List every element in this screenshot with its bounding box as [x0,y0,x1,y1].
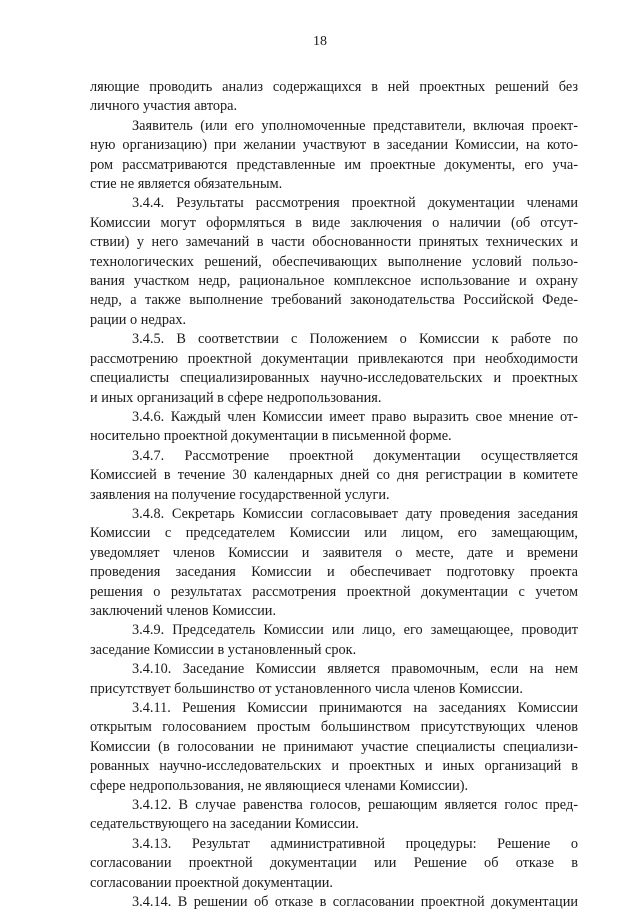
text-line: согласовании проектной документации. [90,874,334,891]
text-line: 3.4.6. Каждый член Комиссии имеет право выразить свое мнение от- [132,408,578,425]
text-line: 3.4.7. Рассмотрение проектной документации осуществляется [132,447,578,464]
text-line: Комиссии (в голосовании не принимают участие специалисты специализи- [90,738,578,755]
text-line: Комиссии с председателем Комиссии или лицом, его замещающим, [90,525,578,542]
text-line: открытым голосованием простым большинством присутствующих членов [90,719,578,736]
text-line: ную организацию) при желании участвуют в заседании Комиссии, на кото- [90,137,578,154]
text-line: личного участия автора. [90,98,238,115]
text-line: специалисты специализированных научно-исследовательских и проектных [90,370,578,387]
text-line: рассмотрению проектной документации привлекаются при необходимости [90,350,578,367]
text-line: 3.4.4. Результаты рассмотрения проектной документации членами [132,195,578,212]
text-line: присутствует большинство от установленного числа членов Комиссии. [90,680,523,697]
text-line: Заявитель (или его уполномоченные представители, включая проект- [132,117,578,134]
text-line: согласовании проектной документации или Решение об отказе в [90,855,578,872]
text-line: уведомляет членов Комиссии и заявителя о месте, дате и времени [90,544,578,561]
text-line: вания участком недр, рациональное комплексное использование и охрану [90,273,578,290]
text-line: заключений членов Комиссии. [90,602,277,619]
text-line: рованных научно-исследовательских и проектных и иных организаций в [90,758,578,775]
text-line: рации о недрах. [90,311,187,328]
text-line: проведения заседания Комиссии и обеспечивает подготовку проекта [90,564,578,581]
text-line: заявления на получение государственной услуги. [90,486,390,503]
text-line: решения о результатах рассмотрения проектной документации с учетом [90,583,578,600]
text-line: технологических решений, обеспечивающих выполнение условий пользо- [90,253,578,270]
text-line: ром рассматриваются представленные им проектные документы, его уча- [90,156,578,173]
text-line: 3.4.13. Результат административной процедуры: Решение о [132,835,578,852]
text-line: носительно проектной документации в письменной форме. [90,428,452,445]
body-text [90,78,578,912]
text-line: 3.4.9. Председатель Комиссии или лицо, его замещающее, проводит [132,622,578,639]
text-line: 3.4.14. В решении об отказе в согласовании проектной документации [132,894,578,911]
text-line: ляющие проводить анализ содержащихся в ней проектных решений без [90,79,578,95]
text-line: 3.4.11. Решения Комиссии принимаются на заседаниях Комиссии [132,700,578,716]
text-line: недр, а также выполнение требований законодательства Российской Феде- [90,292,578,309]
text-line: Комиссией в течение 30 календарных дней со дня регистрации в комитете [90,467,578,484]
text-line: сфере недропользования, не являющиеся членами Комиссии). [90,777,469,794]
text-line: 3.4.10. Заседание Комиссии является правомочным, если на нем [132,661,578,678]
text-line: ствии) у него замечаний в части обоснованности принятых технических и [90,234,578,251]
text-line: Комиссии могут оформляться в виде заключения о наличии (об отсут- [90,214,578,231]
text-line: седательствующего на заседании Комиссии. [90,816,359,833]
text-line: заседание Комиссии в установленный срок. [90,641,357,658]
text-line: и иных организаций в сфере недропользования. [90,389,382,406]
text-line: 3.4.12. В случае равенства голосов, решающим является голос пред- [132,797,578,814]
text-line: стие не является обязательным. [90,176,283,193]
page-number: 18 [313,34,327,49]
text-line: 3.4.5. В соответствии с Положением о Комиссии к работе по [132,331,578,348]
text-line: 3.4.8. Секретарь Комиссии согласовывает дату проведения заседания [132,505,578,522]
